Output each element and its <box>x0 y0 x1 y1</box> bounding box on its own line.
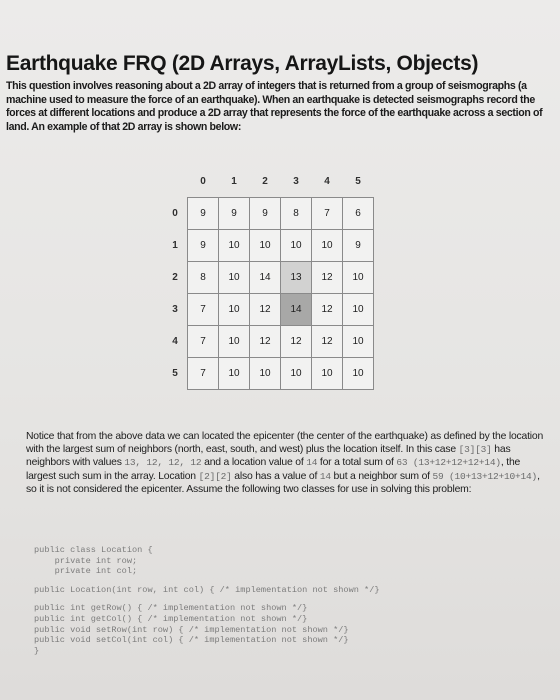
row-header: 2 <box>172 272 178 283</box>
page-title: Earthquake FRQ (2D Arrays, ArrayLists, Objects) <box>6 52 479 75</box>
grid-cell: 12 <box>312 294 343 326</box>
grid-cell: 10 <box>219 262 250 294</box>
grid-row <box>163 294 374 326</box>
grid-row <box>163 198 374 230</box>
location-ref: [3][3] <box>458 444 492 456</box>
notice-text: , so it is not considered the epicenter. Assume the following two classes for use in solving this problem: <box>26 470 540 495</box>
grid-cell: 12 <box>250 294 281 326</box>
notice-text: but a neighbor sum of <box>330 470 433 482</box>
neighbor-sum: 59 (10+13+12+10+14) <box>432 470 538 482</box>
grid-cell: 12 <box>312 262 343 294</box>
grid-cell: 7 <box>188 294 219 326</box>
total-sum: 63 (13+12+12+12+14) <box>396 457 501 469</box>
grid-cell: 12 <box>250 326 281 358</box>
col-header: 4 <box>324 175 330 187</box>
code-block <box>34 545 534 656</box>
grid-cell: 10 <box>281 230 312 262</box>
earthquake-grid <box>163 165 374 390</box>
col-header: 1 <box>231 175 237 187</box>
grid-cell: 10 <box>312 358 343 390</box>
notice-text: also has a value of <box>231 470 320 482</box>
row-header: 1 <box>172 240 178 251</box>
col-header: 0 <box>200 175 206 187</box>
grid-cell: 7 <box>188 358 219 390</box>
notice-text: and a location value of <box>201 457 307 469</box>
grid-cell: 10 <box>312 230 343 262</box>
grid-cell: 9 <box>188 230 219 262</box>
code-line: private int row; <box>34 555 138 566</box>
code-line: private int col; <box>34 566 138 577</box>
intro-paragraph: This question involves reasoning about a 2D array of integers that is returned from a group of seismographs (a machine used to measure the force of an earthquake). When an earthquake is detected seismographs record the forces at different locations and produce a 2D array that represents the force of the earthquake across a section of land. An example of that 2D array is shown below: <box>6 80 543 133</box>
grid-cell: 9 <box>343 230 374 262</box>
row-header: 4 <box>172 336 178 347</box>
code-line: public int getCol() { /* implementation not shown */} <box>34 613 308 624</box>
row-header: 3 <box>172 304 178 315</box>
col-header: 3 <box>293 175 299 187</box>
notice-text: for a total sum of <box>317 457 397 469</box>
grid-row <box>163 230 374 262</box>
grid-cell: 7 <box>188 326 219 358</box>
grid-cell: 10 <box>250 358 281 390</box>
grid-row <box>163 326 374 358</box>
neighbor-values: 13, 12, 12, 12 <box>124 457 202 469</box>
row-header: 5 <box>172 368 178 379</box>
grid-cell: 14 <box>281 294 312 326</box>
grid-cell: 10 <box>343 358 374 390</box>
grid-cell: 10 <box>219 294 250 326</box>
location-value: 14 <box>306 457 318 469</box>
grid-cell: 12 <box>281 326 312 358</box>
notice-paragraph <box>26 430 546 496</box>
notice-text: Notice that from the above data we can located the epicenter (the center of the earthquake) as defined by the location with the largest sum of neighbors (north, east, south, and west) plus the location itself. In this case <box>26 431 544 456</box>
grid-corner <box>163 165 188 198</box>
code-line: public class Location { <box>34 545 153 555</box>
notice-text: has neighbors with values <box>26 444 511 469</box>
code-line: } <box>34 645 40 656</box>
grid-cell: 14 <box>250 262 281 294</box>
code-line: public Location(int row, int col) { /* implementation not shown */} <box>34 584 380 595</box>
grid-cell: 10 <box>219 326 250 358</box>
grid-cell: 7 <box>312 198 343 230</box>
grid-cell: 8 <box>281 198 312 230</box>
grid-cell: 10 <box>343 326 374 358</box>
grid-cell: 10 <box>343 262 374 294</box>
grid-column-header-row <box>163 165 374 198</box>
code-line: public void setCol(int col) { /* implementation not shown */} <box>34 635 349 646</box>
col-header: 5 <box>355 175 361 187</box>
grid-row <box>163 262 374 294</box>
grid-cell: 9 <box>188 198 219 230</box>
row-header: 0 <box>172 208 178 219</box>
grid-cell: 9 <box>219 198 250 230</box>
code-line: public int getRow() { /* implementation not shown */} <box>34 603 308 614</box>
grid-cell: 9 <box>250 198 281 230</box>
grid-cell: 10 <box>250 230 281 262</box>
location-ref: [2][2] <box>198 470 232 482</box>
grid-cell: 10 <box>219 230 250 262</box>
grid-cell: 10 <box>343 294 374 326</box>
grid-cell: 8 <box>188 262 219 294</box>
notice-text: , the largest such sum in the array. Location <box>26 457 521 482</box>
code-line: public void setRow(int row) { /* implementation not shown */} <box>34 624 349 635</box>
grid-cell: 13 <box>281 262 312 294</box>
col-header: 2 <box>262 175 268 187</box>
location-value: 14 <box>319 470 331 482</box>
grid-cell: 12 <box>312 326 343 358</box>
grid-row <box>163 358 374 390</box>
grid-cell: 10 <box>219 358 250 390</box>
grid-cell: 6 <box>343 198 374 230</box>
grid-cell: 10 <box>281 358 312 390</box>
